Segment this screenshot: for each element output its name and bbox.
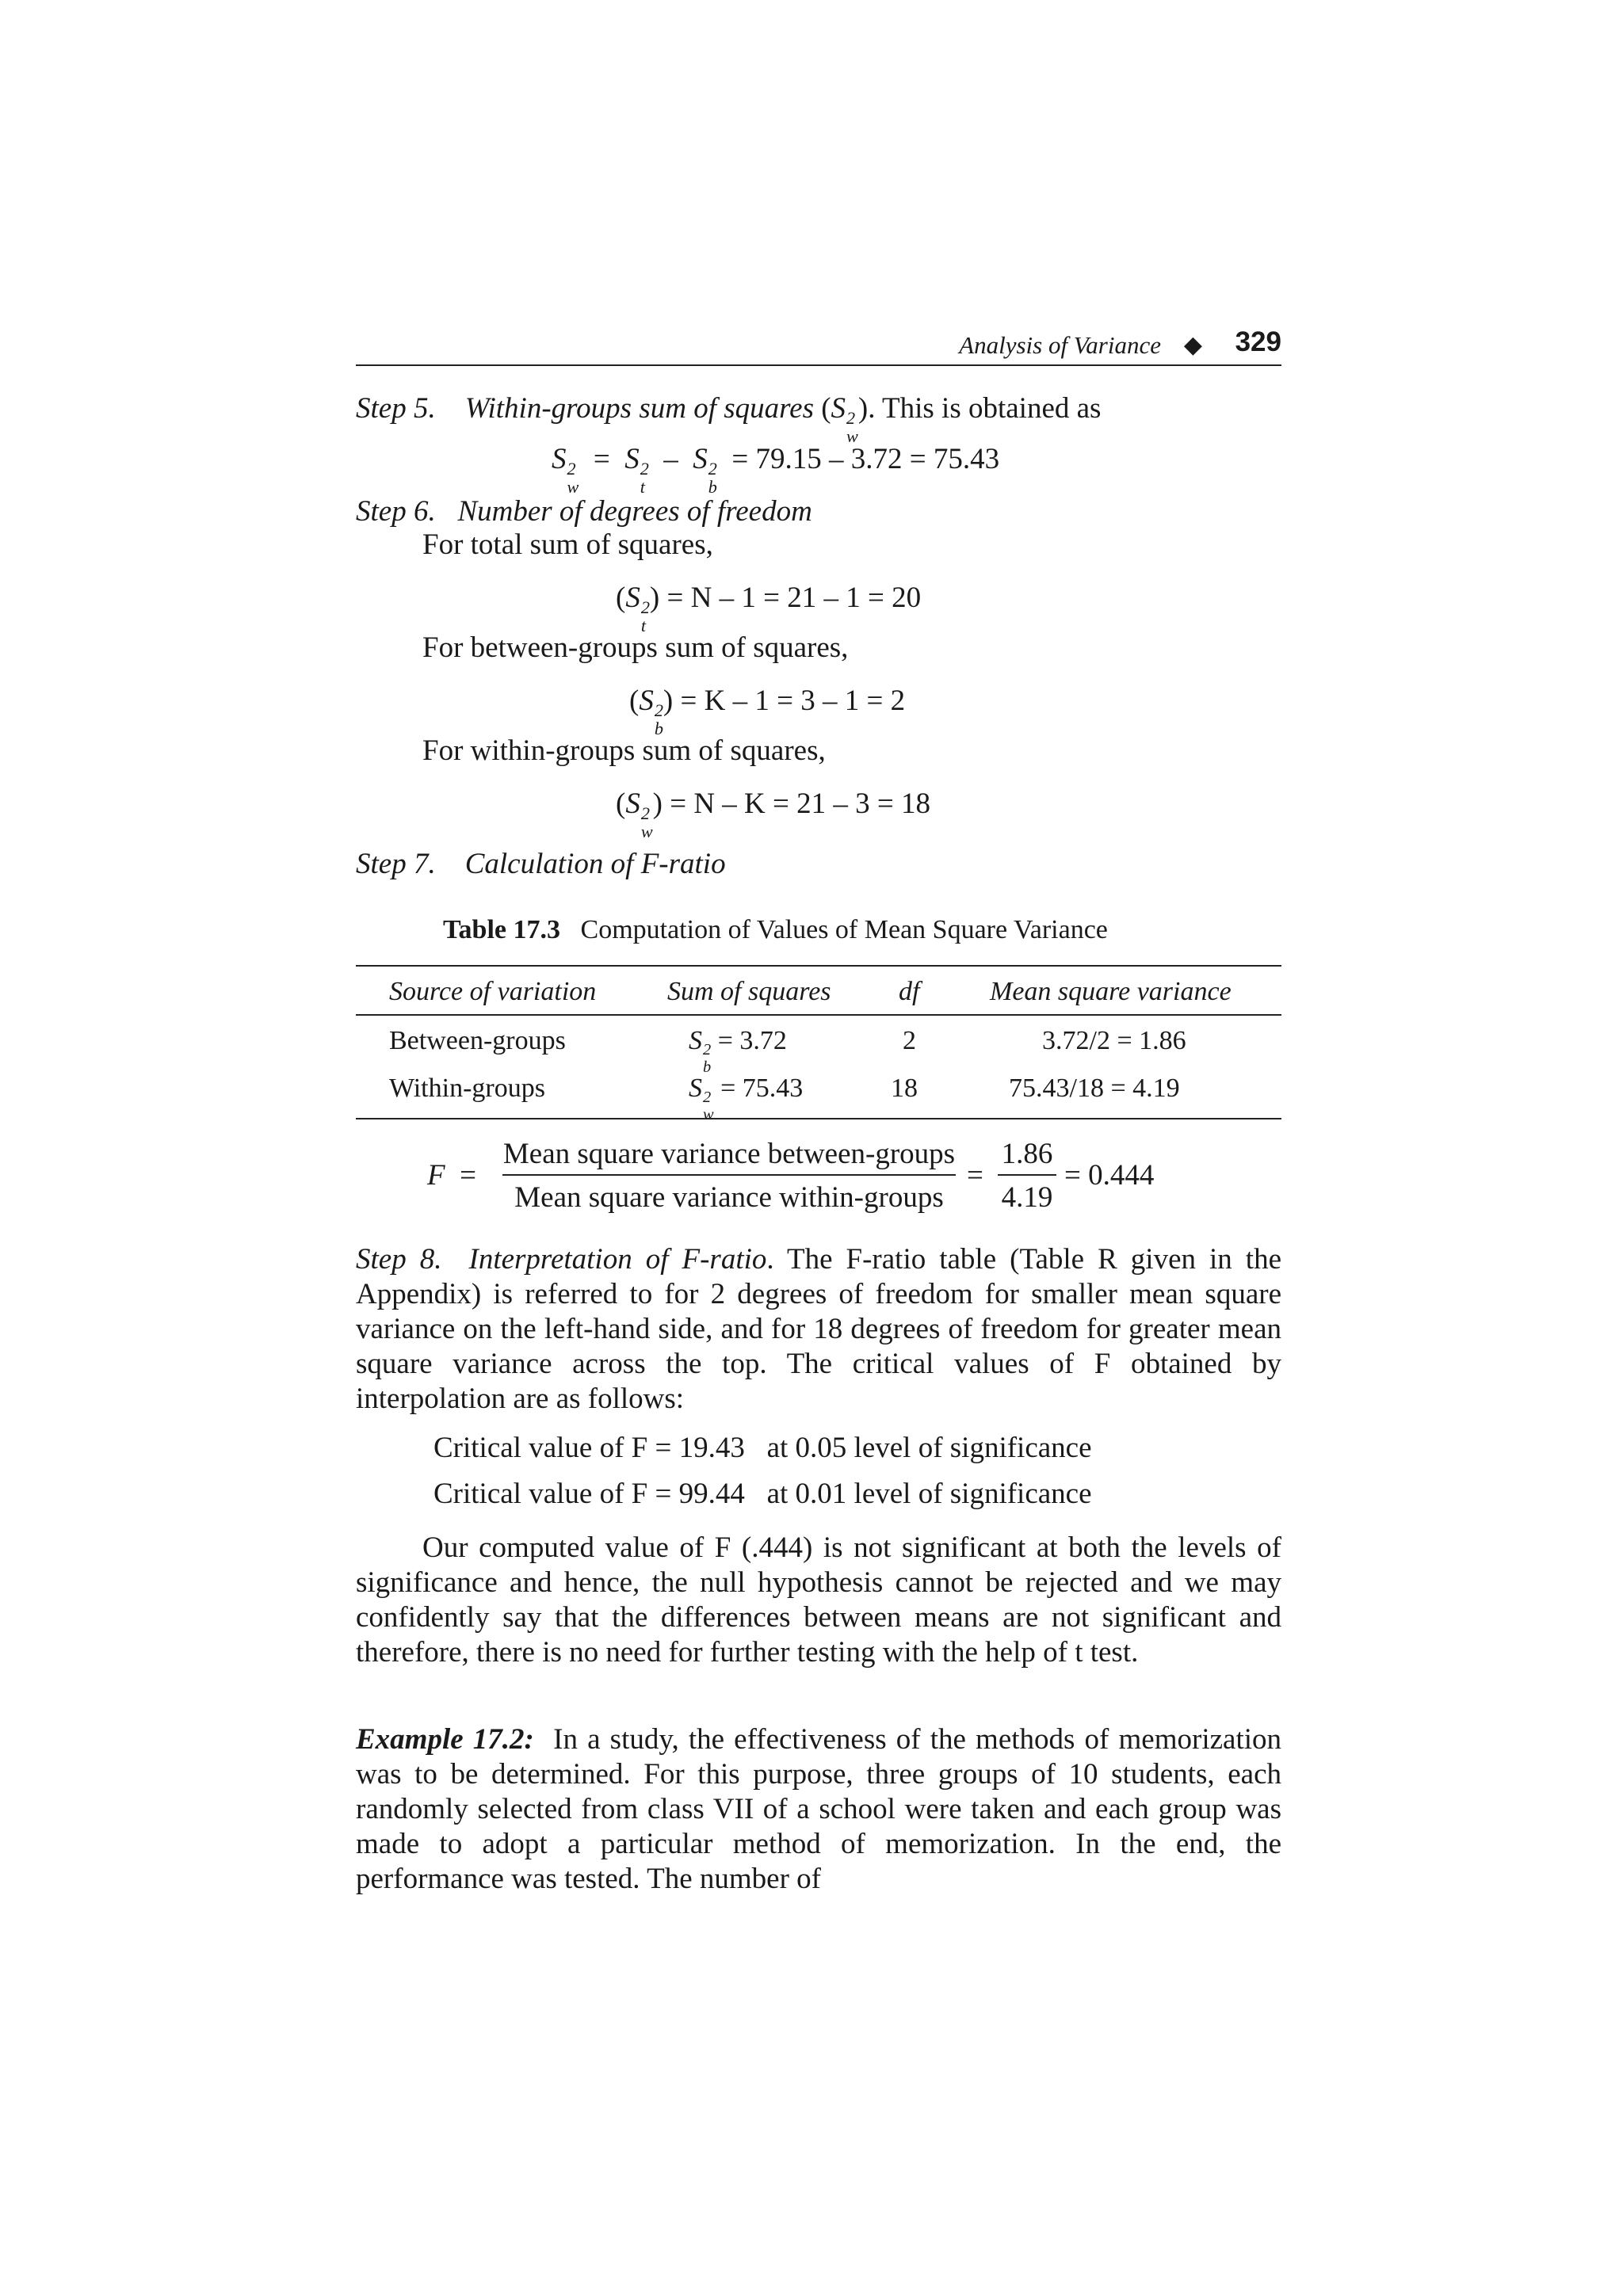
table-cell-msv: 3.72/2 = 1.86: [1042, 1026, 1186, 1055]
step6-total-formula: (S 2 t ) = N – 1 = 21 – 1 = 20: [616, 582, 922, 636]
table-cell-ss: S 2 w = 75.43: [689, 1074, 804, 1123]
table-top-rule: [356, 965, 1281, 967]
step5-symbol: (S 2 w ): [821, 392, 869, 447]
table-cell-msv: 75.43/18 = 4.19: [1009, 1074, 1180, 1103]
table-cell-source: Within-groups: [389, 1074, 545, 1103]
table-bottom-rule: [356, 1118, 1281, 1119]
step6-between-formula: (S 2 b ) = K – 1 = 3 – 1 = 2: [629, 685, 906, 739]
f-formula-value-bar: [998, 1174, 1056, 1176]
step8-title: Interpretation of F-ratio: [468, 1243, 767, 1276]
step6-label: Step 6.: [356, 495, 436, 528]
diamond-icon: ◆: [1183, 332, 1202, 358]
step8-text: The F-ratio table (Table R given in the Appendix) is referred to for 2 degrees of freedom for smaller mean square variance on the left-hand side, and for 18 degrees of freedom for greater mean square variance across the top. The critical values of F obtained by interpolation are as follows:: [356, 1243, 1281, 1415]
step5-formula: S 2 w = S 2 t – S 2 b = 79.15 – 3.72 = 75.43: [552, 443, 1000, 498]
step6-within-label: For within-groups sum of squares,: [422, 734, 826, 767]
running-header: [356, 325, 1281, 366]
step8-paragraph: Step 8. Interpretation of F-ratio. The F-ratio table (Table R given in the Appendix) is referred to for 2 degrees of freedom for smaller mean square variance on the left-hand side, and for 18 degrees of freedom for greater mean square variance across the top. The critical values of F obtained by interpolation are as follows:: [356, 1243, 1281, 1415]
critical-value-005: Critical value of F = 19.43 at 0.05 level of significance: [433, 1432, 1092, 1464]
step6-within-formula: (S 2 w ) = N – K = 21 – 3 = 18: [616, 788, 931, 842]
table-header-ss: Sum of squares: [667, 977, 831, 1006]
table-header-df: df: [899, 977, 920, 1006]
conclusion-paragraph: [356, 1531, 1281, 1670]
f-formula-equals: =: [967, 1159, 983, 1192]
step5-label: Step 5.: [356, 392, 436, 425]
critical-value-001: Critical value of F = 99.44 at 0.01 level of significance: [433, 1478, 1092, 1510]
f-formula-lhs: F =: [427, 1159, 476, 1192]
table-caption-text: Computation of Values of Mean Square Variance: [580, 915, 1108, 944]
table-header-source: Source of variation: [389, 977, 597, 1006]
table-cell-df: 18: [891, 1074, 918, 1103]
f-formula-num-value: 1.86: [1001, 1138, 1053, 1170]
step5-text: . This is obtained as: [868, 392, 1102, 425]
step6-total-label: For total sum of squares,: [422, 528, 713, 561]
table-header-rule: [356, 1014, 1281, 1016]
step7-title: Calculation of F-ratio: [464, 848, 726, 880]
f-formula-numerator: Mean square variance between-groups: [502, 1138, 956, 1170]
table-cell-ss: S 2 b = 3.72: [689, 1026, 787, 1076]
step8-label: Step 8.: [356, 1243, 442, 1276]
f-formula-den-value: 4.19: [1001, 1181, 1053, 1214]
f-formula-fraction-bar: [502, 1174, 956, 1176]
conclusion-text: Our computed value of F (.444) is not significant at both the levels of significance and hence, the null hypothesis cannot be rejected and we may confidently say that the differences between means are not significant and therefore, there is no need for further testing with the help of t test.: [356, 1531, 1281, 1669]
step7-label: Step 7.: [356, 848, 436, 880]
step6-between-label: For between-groups sum of squares,: [422, 631, 849, 664]
table-cell-source: Between-groups: [389, 1026, 566, 1055]
page-number: 329: [1235, 326, 1281, 357]
step5-title: Within-groups sum of squares: [464, 392, 814, 425]
f-formula-denominator: Mean square variance within-groups: [514, 1181, 944, 1214]
table-header-msv: Mean square variance: [990, 977, 1232, 1006]
example-text: In a study, the effectiveness of the methods of memorization was to be determined. For this purpose, three groups of 10 students, each randomly selected from class VII of a school were taken and each group was made to adopt a particular method of memorization. In the end, the performance was tested. The number of: [356, 1723, 1282, 1895]
step6-line: [356, 494, 812, 529]
table-caption-label: Table 17.3: [443, 915, 561, 944]
step7-line: [356, 847, 726, 882]
step5-line: [356, 391, 1101, 445]
example-label: Example 17.2:: [356, 1723, 534, 1756]
table-caption: [443, 913, 1108, 948]
table-cell-df: 2: [903, 1026, 916, 1055]
step5-formula-values: = 79.15 – 3.72 = 75.43: [731, 443, 1000, 475]
header-title: Analysis of Variance: [959, 331, 1161, 359]
example-paragraph: [356, 1722, 1281, 1897]
step6-title: Number of degrees of freedom: [457, 495, 812, 528]
f-formula-result: = 0.444: [1064, 1159, 1155, 1192]
